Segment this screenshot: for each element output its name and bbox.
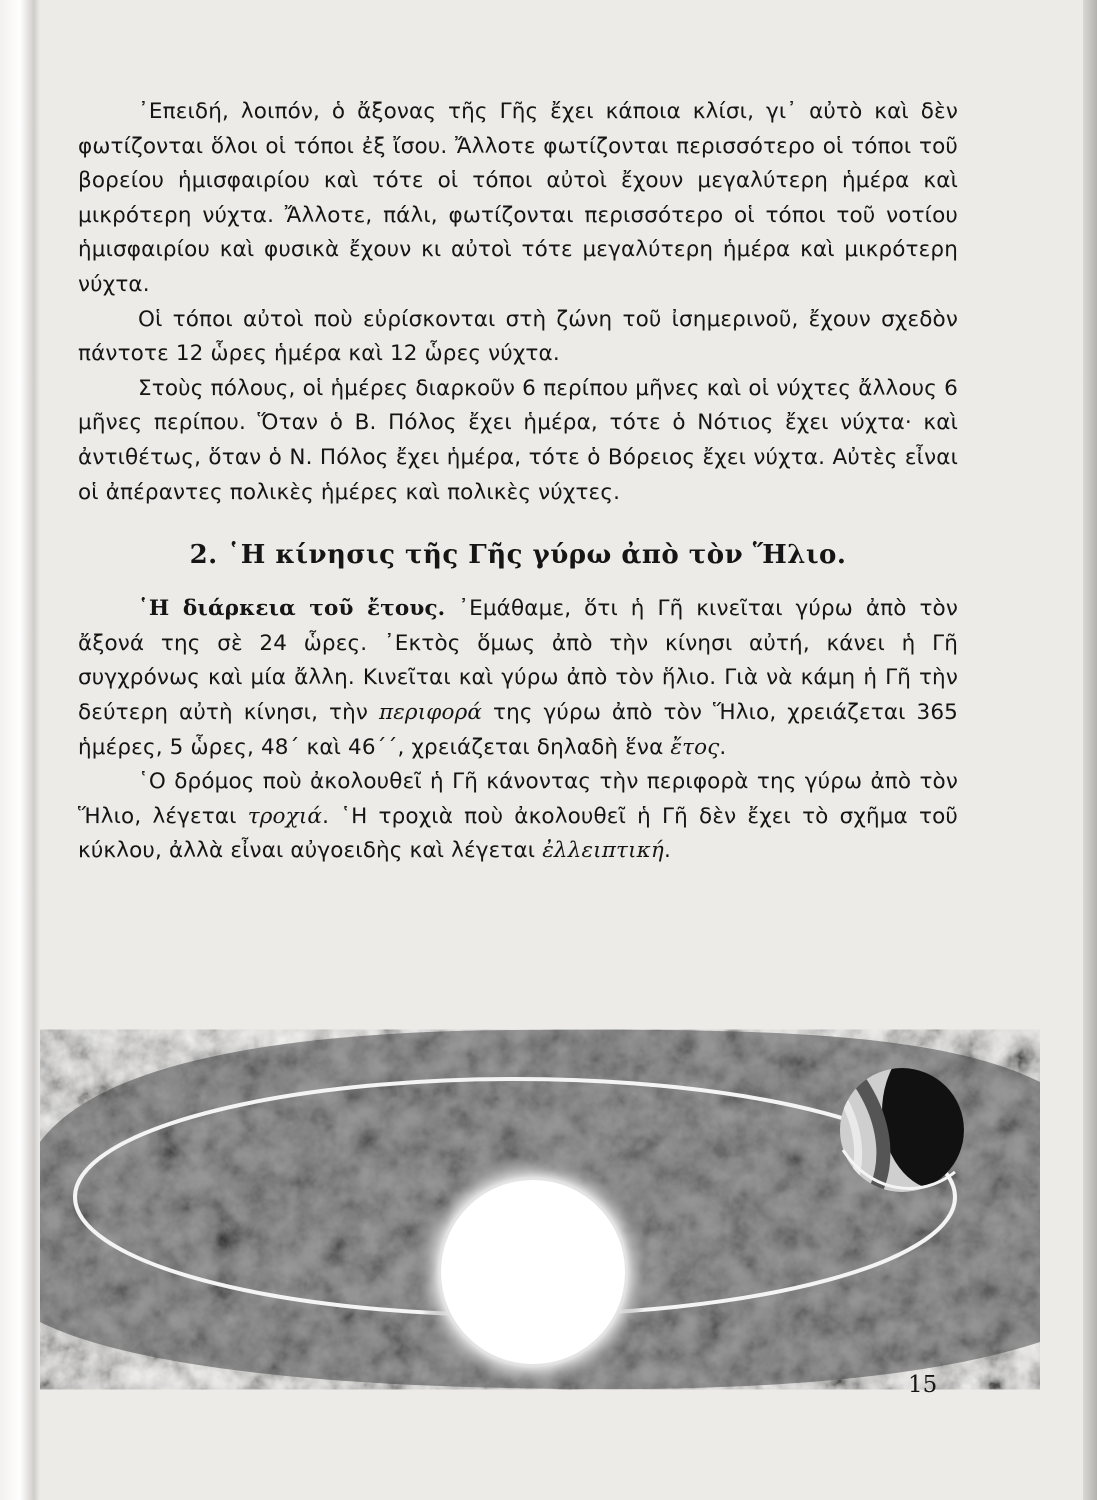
- paragraph-poles: Στοὺς πόλους, οἱ ἡμέρες διαρκοῦν 6 περίπου μῆνες καὶ οἱ νύχτες ἄλλους 6 μῆνες περίπου. Ὅταν ὁ Β. Πόλος ἔχει ἡμέρα, τότε ὁ Νότιος ἔχει νύχτα· καὶ ἀντιθέτως, ὅταν ὁ Ν. Πόλος ἔχει ἡμέρα, τότε ὁ Βόρειος ἔχει νύχτα. Αὐτὲς εἶναι οἱ ἀπέραντες πολικὲς ἡμέρες καὶ πολικὲς νύχτες.: [78, 375, 958, 505]
- text-span: της γύρω ἀπὸ τὸν Ἥλιο, χρειάζεται 365 ἡμέρες, 5 ὧρες, 48΄ καὶ 46΄΄, χρειάζεται δηλαδὴ ἕνα: [78, 699, 958, 760]
- text-span: ᾿Εμάθαμε, ὅτι ἡ Γῆ κινεῖται γύρω ἀπὸ τὸν ἄξονά της σὲ 24 ὧρες. ᾿Εκτὸς ὅμως ἀπὸ τὴν κίνησι αὐτή, κάνει ἡ Γῆ συγχρόνως καὶ μία ἄλλη. Κινεῖται καὶ γύρω ἀπὸ τὸν ἥλιο. Γιὰ νὰ κάμη ἡ Γῆ τὴν δεύτερη αὐτὴ κίνησι, τὴν: [78, 596, 958, 725]
- paragraph-year-duration: [78, 592, 958, 765]
- lead-title: ῾Η διάρκεια τοῦ ἔτους.: [138, 596, 446, 622]
- sun: [441, 1180, 625, 1364]
- paragraph-axis-tilt: ᾿Επειδή, λοιπόν, ὁ ἄξονας τῆς Γῆς ἔχει κάποια κλίσι, γι᾿ αὐτὸ καὶ δὲν φωτίζονται ὅλοι οἱ τόποι ἐξ ἴσου. Ἄλλοτε φωτίζονται περισσότερο οἱ τόποι τοῦ βορείου ἡμισφαιρίου καὶ τότε οἱ τόποι αὐτοὶ ἔχουν μεγαλύτερη ἡμέρα καὶ μικρότερη νύχτα. Ἄλλοτε, πάλι, φωτίζονται περισσότερο οἱ τόποι τοῦ νοτίου ἡμισφαιρίου καὶ φυσικὰ ἔχουν κι αὐτοὶ τότε μεγαλύτερη ἡμέρα καὶ μικρότερη νύχτα.: [78, 99, 958, 297]
- page-content: [78, 95, 958, 869]
- text-span: . ῾Η τροχιὰ ποὺ ἀκολουθεῖ ἡ Γῆ δὲν ἔχει τὸ σχῆμα τοῦ κύκλου, ἀλλὰ εἶναι αὐγοειδὴς καὶ λέγεται: [78, 803, 958, 864]
- section-heading: 2. ῾Η κίνησις τῆς Γῆς γύρω ἀπὸ τὸν Ἥλιο.: [189, 540, 847, 571]
- term-periphora: περιφορά: [378, 699, 483, 725]
- text-span: .: [719, 734, 727, 760]
- term-etos: ἔτος: [670, 734, 720, 760]
- text-span: .: [663, 838, 671, 864]
- term-elleiptiki: ἐλλειπτική: [542, 838, 664, 864]
- page-number: 15: [908, 1372, 938, 1398]
- page-right-edge: [1083, 0, 1097, 1500]
- paragraph-equator: Οἱ τόποι αὐτοὶ ποὺ εὑρίσκονται στὴ ζώνη τοῦ ἰσημερινοῦ, ἔχουν σχεδὸν πάντοτε 12 ὧρες ἡμέρα καὶ 12 ὧρες νύχτα.: [78, 306, 958, 367]
- paragraph-orbit: [78, 765, 958, 869]
- page-binding-edge: [0, 0, 40, 1500]
- term-trochia: τροχιά: [247, 803, 323, 829]
- text-span: ῾Ο δρόμος ποὺ ἀκολουθεῖ ἡ Γῆ κάνοντας τὴν περιφορὰ της γύρω ἀπὸ τὸν Ἥλιο, λέγεται: [78, 769, 958, 829]
- orbit-illustration: [40, 1022, 1070, 1392]
